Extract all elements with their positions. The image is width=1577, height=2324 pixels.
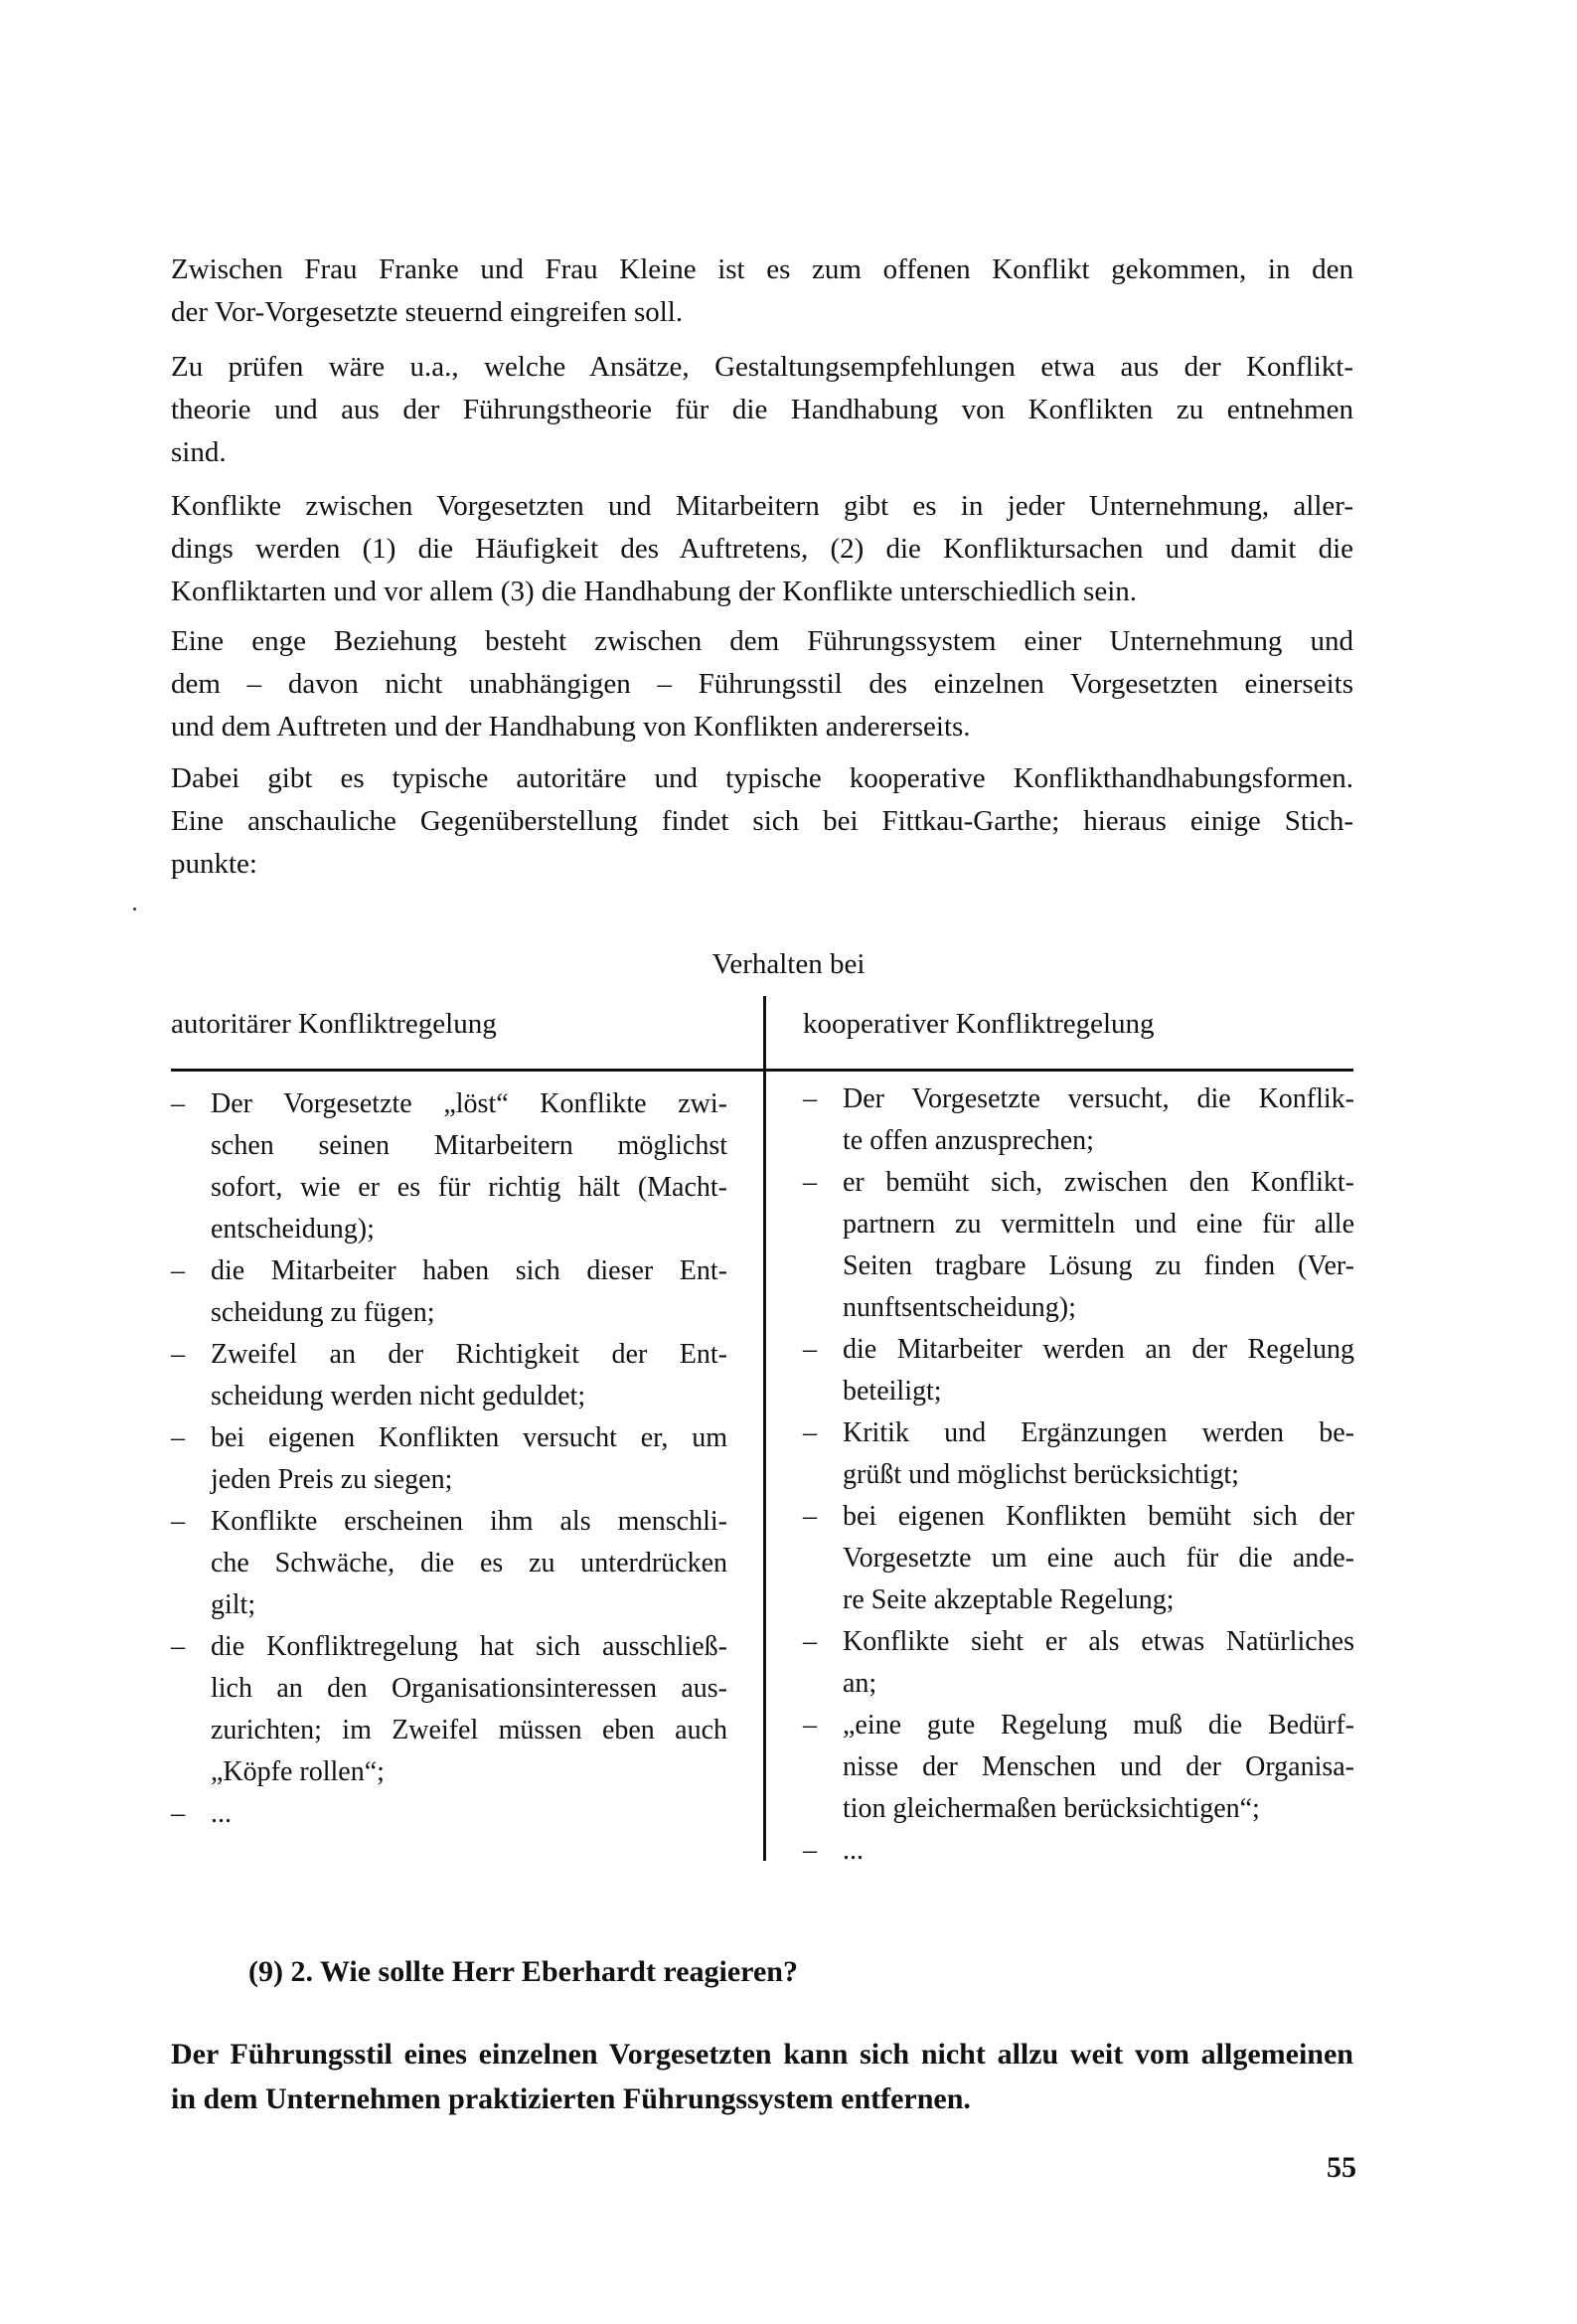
list-item-line: an; bbox=[843, 1668, 877, 1699]
list-item-line: te offen anzusprechen; bbox=[843, 1125, 1094, 1156]
list-item-line: Der Vorgesetzte versucht, die Konflik- bbox=[843, 1083, 1354, 1114]
list-item bbox=[803, 1329, 1354, 1412]
text-line: und dem Auftreten und der Handhabung von Konflikten andererseits. bbox=[171, 711, 971, 743]
list-item bbox=[171, 1417, 727, 1501]
text-line: theorie und aus der Führungstheorie für die Handhabung von Konflikten zu entnehmen bbox=[171, 394, 1353, 425]
list-item bbox=[803, 1162, 1354, 1329]
dash-bullet: – bbox=[171, 1506, 185, 1537]
list-item bbox=[171, 1793, 727, 1835]
list-item-line: grüßt und möglichst berücksichtigt; bbox=[843, 1459, 1239, 1490]
list-item-line: gilt; bbox=[211, 1589, 256, 1620]
table-caption: Verhalten bei bbox=[711, 948, 866, 980]
list-item-line: bei eigenen Konflikten versucht er, um bbox=[211, 1422, 727, 1453]
text-line: in dem Unternehmen praktizierten Führungssystem entfernen. bbox=[171, 2082, 971, 2115]
list-item-line: re Seite akzeptable Regelung; bbox=[843, 1584, 1175, 1615]
list-item-line: Konflikte erscheinen ihm als menschli- bbox=[211, 1506, 727, 1537]
dash-bullet: – bbox=[171, 1631, 185, 1662]
list-item bbox=[803, 1830, 1354, 1872]
text-line: Dabei gibt es typische autoritäre und typische kooperative Konflikthandhabungsformen. bbox=[171, 762, 1353, 794]
dash-bullet: – bbox=[171, 1255, 185, 1286]
column-header-authoritarian: autoritärer Konfliktregelung bbox=[171, 1008, 497, 1040]
dash-bullet: – bbox=[803, 1835, 817, 1866]
list-item-line: Kritik und Ergänzungen werden be- bbox=[843, 1417, 1354, 1448]
text-line: dem – davon nicht unabhängigen – Führungsstil des einzelnen Vorgesetzten einerseits bbox=[171, 668, 1353, 700]
list-item bbox=[803, 1412, 1354, 1496]
list-item-line: zurichten; im Zweifel müssen eben auch bbox=[211, 1715, 727, 1745]
conclusion-paragraph bbox=[171, 2032, 1353, 2121]
page-number: 55 bbox=[1327, 2151, 1356, 2184]
list-item bbox=[171, 1501, 727, 1626]
dash-bullet: – bbox=[171, 1798, 185, 1829]
paragraph-theory bbox=[171, 346, 1353, 474]
list-item-line: lich an den Organisationsinteressen aus- bbox=[211, 1673, 727, 1704]
list-item-line: „Köpfe rollen“; bbox=[211, 1756, 385, 1787]
list-item bbox=[803, 1079, 1354, 1162]
dash-bullet: – bbox=[803, 1417, 817, 1448]
dash-bullet: – bbox=[803, 1083, 817, 1114]
text-line: sind. bbox=[171, 436, 227, 468]
paragraph-relationship bbox=[171, 620, 1353, 748]
list-item bbox=[171, 1626, 727, 1793]
list-item-line: scheidung werden nicht geduldet; bbox=[211, 1381, 586, 1411]
list-item-line: tion gleichermaßen berücksichtigen“; bbox=[843, 1793, 1260, 1824]
authoritarian-behavior-list bbox=[171, 1083, 727, 1835]
list-item-line: nunftsentscheidung); bbox=[843, 1292, 1076, 1323]
text-line: Zu prüfen wäre u.a., welche Ansätze, Gestaltungsempfehlungen etwa aus der Konflikt- bbox=[171, 351, 1353, 383]
list-item bbox=[803, 1496, 1354, 1621]
dash-bullet: – bbox=[171, 1422, 185, 1453]
list-item-line: ... bbox=[843, 1835, 864, 1866]
text-line: Zwischen Frau Franke und Frau Kleine ist es zum offenen Konflikt gekommen, in den bbox=[171, 253, 1353, 285]
list-item-line: er bemüht sich, zwischen den Konflikt- bbox=[843, 1167, 1354, 1198]
dash-bullet: – bbox=[803, 1710, 817, 1741]
text-line: dings werden (1) die Häufigkeit des Auftretens, (2) die Konfliktursachen und damit die bbox=[171, 533, 1353, 565]
list-item-line: Der Vorgesetzte „löst“ Konflikte zwi- bbox=[211, 1088, 727, 1119]
list-item-line: die Konfliktregelung hat sich ausschließ- bbox=[211, 1631, 727, 1662]
list-item-line: jeden Preis zu siegen; bbox=[211, 1464, 453, 1495]
table-header-rule bbox=[171, 1069, 1353, 1072]
list-item-line: beteiligt; bbox=[843, 1376, 942, 1407]
text-line: punkte: bbox=[171, 848, 257, 880]
cooperative-behavior-list bbox=[803, 1079, 1354, 1872]
list-item-line: Vorgesetzte um eine auch für die ande- bbox=[843, 1543, 1354, 1574]
scan-speck bbox=[133, 908, 136, 911]
paragraph-forms bbox=[171, 757, 1353, 886]
dash-bullet: – bbox=[803, 1167, 817, 1198]
text-line: Eine enge Beziehung besteht zwischen dem Führungssystem einer Unternehmung und bbox=[171, 625, 1353, 657]
list-item bbox=[171, 1250, 727, 1334]
dash-bullet: – bbox=[803, 1334, 817, 1365]
text-line: Konfliktarten und vor allem (3) die Handhabung der Konflikte unterschiedlich sein. bbox=[171, 576, 1138, 607]
list-item-line: schen seinen Mitarbeitern möglichst bbox=[211, 1130, 727, 1161]
list-item-line: entscheidung); bbox=[211, 1214, 375, 1245]
list-item-line: Seiten tragbare Lösung zu finden (Ver- bbox=[843, 1250, 1354, 1281]
list-item-line: nisse der Menschen und der Organisa- bbox=[843, 1751, 1354, 1782]
list-item bbox=[171, 1334, 727, 1417]
paragraph-intro bbox=[171, 249, 1353, 334]
table-column-divider bbox=[763, 996, 766, 1861]
text-line: der Vor-Vorgesetzte steuernd eingreifen soll. bbox=[171, 296, 684, 328]
text-line: Eine anschauliche Gegenüberstellung findet sich bei Fittkau-Garthe; hieraus einige Stich- bbox=[171, 805, 1353, 837]
list-item-line: partnern zu vermitteln und eine für alle bbox=[843, 1209, 1354, 1240]
list-item-line: Zweifel an der Richtigkeit der Ent- bbox=[211, 1339, 727, 1370]
list-item-line: che Schwäche, die es zu unterdrücken bbox=[211, 1548, 727, 1578]
list-item bbox=[171, 1083, 727, 1250]
dash-bullet: – bbox=[803, 1626, 817, 1657]
text-line: Der Führungsstil eines einzelnen Vorgesetzten kann sich nicht allzu weit vom allgemeinen bbox=[171, 2038, 1353, 2071]
dash-bullet: – bbox=[171, 1088, 185, 1119]
dash-bullet: – bbox=[171, 1339, 185, 1370]
list-item bbox=[803, 1705, 1354, 1830]
question-heading: (9) 2. Wie sollte Herr Eberhardt reagieren? bbox=[248, 1955, 798, 1988]
list-item-line: ... bbox=[211, 1798, 232, 1829]
column-header-cooperative: kooperativer Konfliktregelung bbox=[803, 1008, 1155, 1040]
dash-bullet: – bbox=[803, 1501, 817, 1532]
list-item-line: „eine gute Regelung muß die Bedürf- bbox=[843, 1710, 1354, 1741]
list-item-line: die Mitarbeiter werden an der Regelung bbox=[843, 1334, 1354, 1365]
list-item-line: sofort, wie er es für richtig hält (Macht- bbox=[211, 1172, 727, 1203]
list-item bbox=[803, 1621, 1354, 1705]
list-item-line: bei eigenen Konflikten bemüht sich der bbox=[843, 1501, 1354, 1532]
paragraph-conflicts bbox=[171, 485, 1353, 613]
text-line: Konflikte zwischen Vorgesetzten und Mitarbeitern gibt es in jeder Unternehmung, aller- bbox=[171, 490, 1353, 522]
list-item-line: Konflikte sieht er als etwas Natürliches bbox=[843, 1626, 1354, 1657]
list-item-line: die Mitarbeiter haben sich dieser Ent- bbox=[211, 1255, 727, 1286]
list-item-line: scheidung zu fügen; bbox=[211, 1297, 435, 1328]
